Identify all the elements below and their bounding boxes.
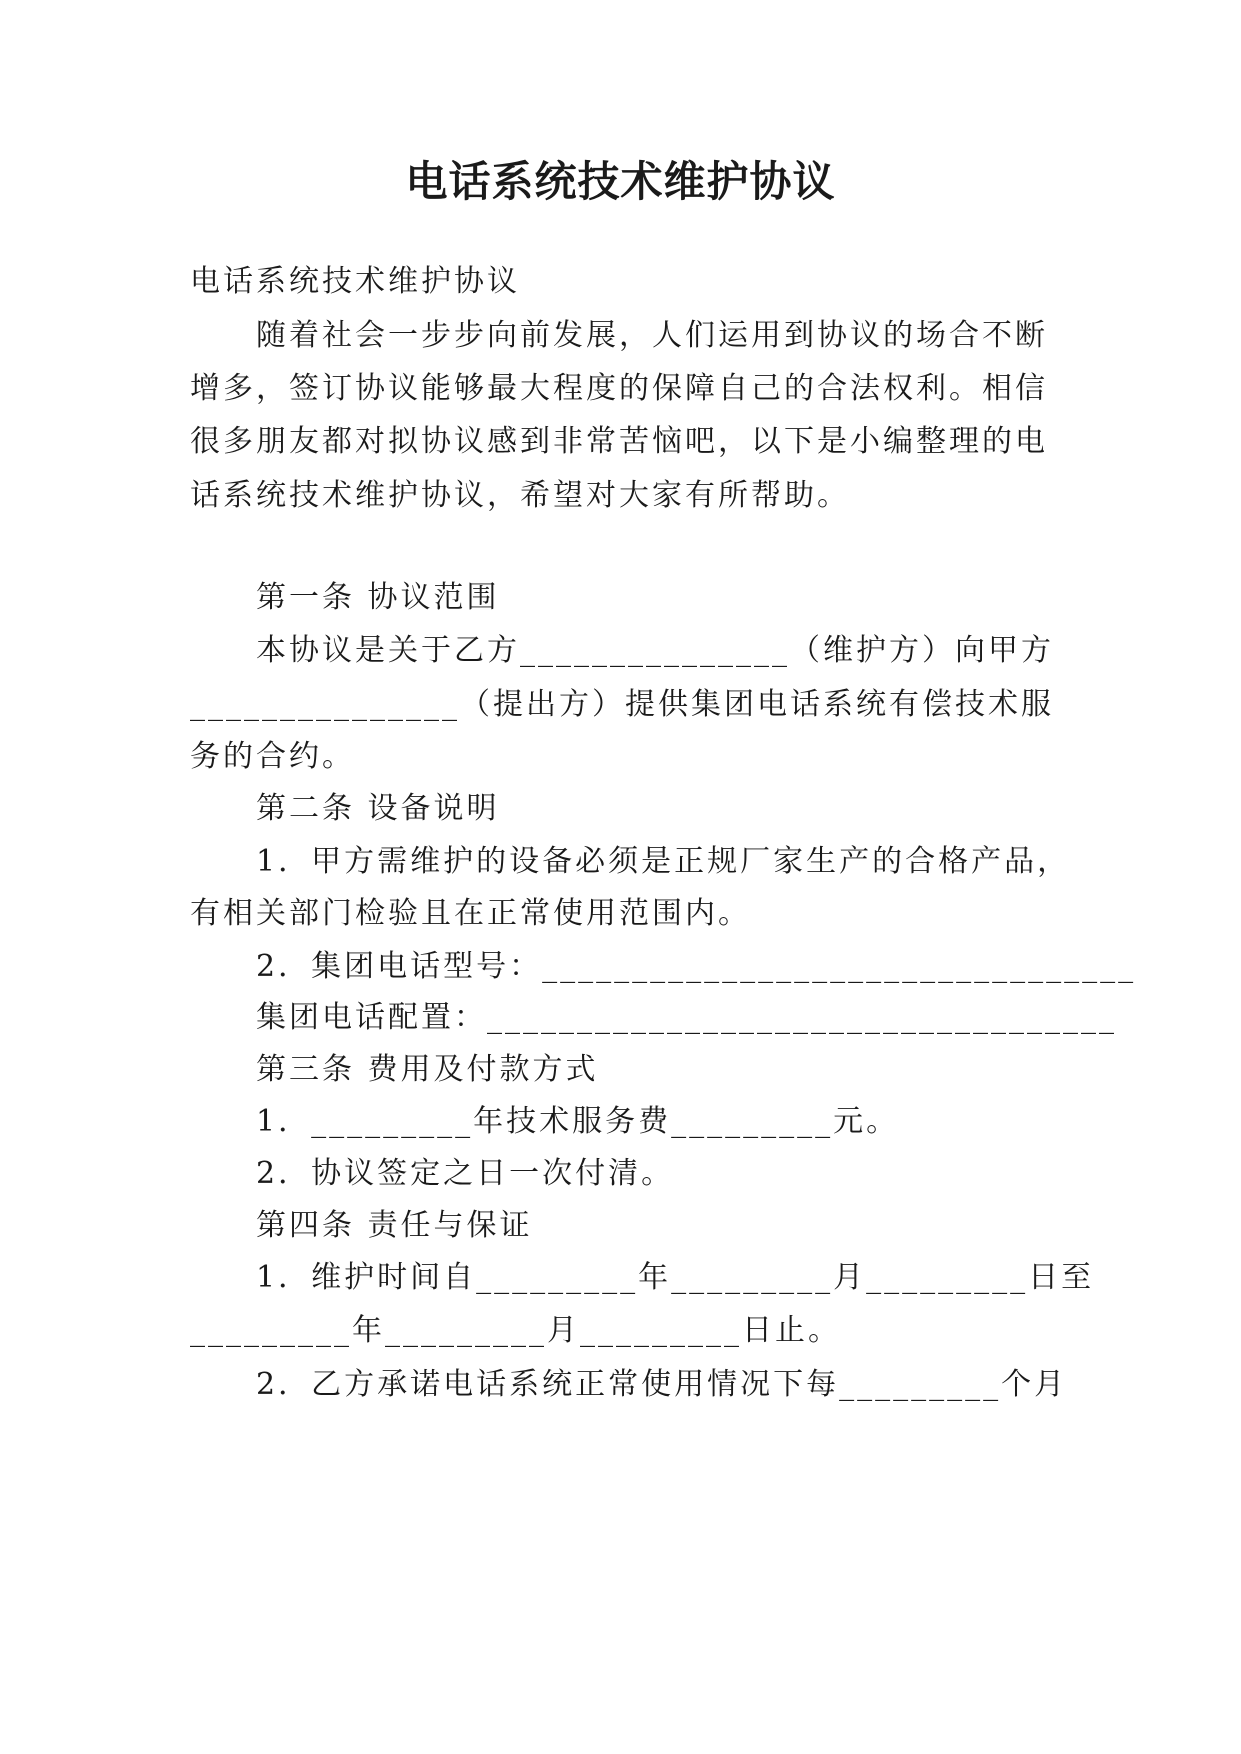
article-4-line-2: _________年_________月_________日止。 [190, 1313, 841, 1348]
article-2-line-4: 集团电话配置：___________________________________ [256, 1000, 1117, 1035]
article-4-heading: 第四条 责任与保证 [256, 1208, 533, 1243]
document-title: 电话系统技术维护协议 [405, 157, 836, 206]
article-2-heading: 第二条 设备说明 [256, 791, 500, 826]
article-1-line-2: _______________（提出方）提供集团电话系统有偿技术服 [190, 687, 1054, 722]
article-2-line-2: 有相关部门检验且在正常使用范围内。 [190, 896, 751, 931]
article-1-line-3: 务的合约。 [190, 739, 355, 774]
article-2-line-1: 1．甲方需维护的设备必须是正规厂家生产的合格产品， [256, 844, 1071, 879]
intro-line-2: 增多，签订协议能够最大程度的保障自己的合法权利。相信 [190, 371, 1048, 406]
intro-line-1: 随着社会一步步向前发展，人们运用到协议的场合不断 [256, 318, 1048, 353]
article-2-line-3: 2．集团电话型号：_________________________________ [256, 949, 1137, 984]
intro-line-3: 很多朋友都对拟协议感到非常苦恼吧，以下是小编整理的电 [190, 424, 1048, 459]
article-1-line-1: 本协议是关于乙方_______________（维护方）向甲方 [256, 633, 1054, 668]
article-3-heading: 第三条 费用及付款方式 [256, 1052, 599, 1087]
article-1-heading: 第一条 协议范围 [256, 580, 500, 615]
intro-line-4: 话系统技术维护协议，希望对大家有所帮助。 [190, 478, 850, 513]
subtitle-line: 电话系统技术维护协议 [190, 264, 520, 299]
article-3-line-1: 1．_________年技术服务费_________元。 [256, 1104, 900, 1139]
article-4-line-3: 2．乙方承诺电话系统正常使用情况下每_________个月 [256, 1367, 1068, 1402]
article-4-line-1: 1．维护时间自_________年_________月_________日至 [256, 1260, 1095, 1295]
article-3-line-2: 2．协议签定之日一次付清。 [256, 1156, 675, 1191]
